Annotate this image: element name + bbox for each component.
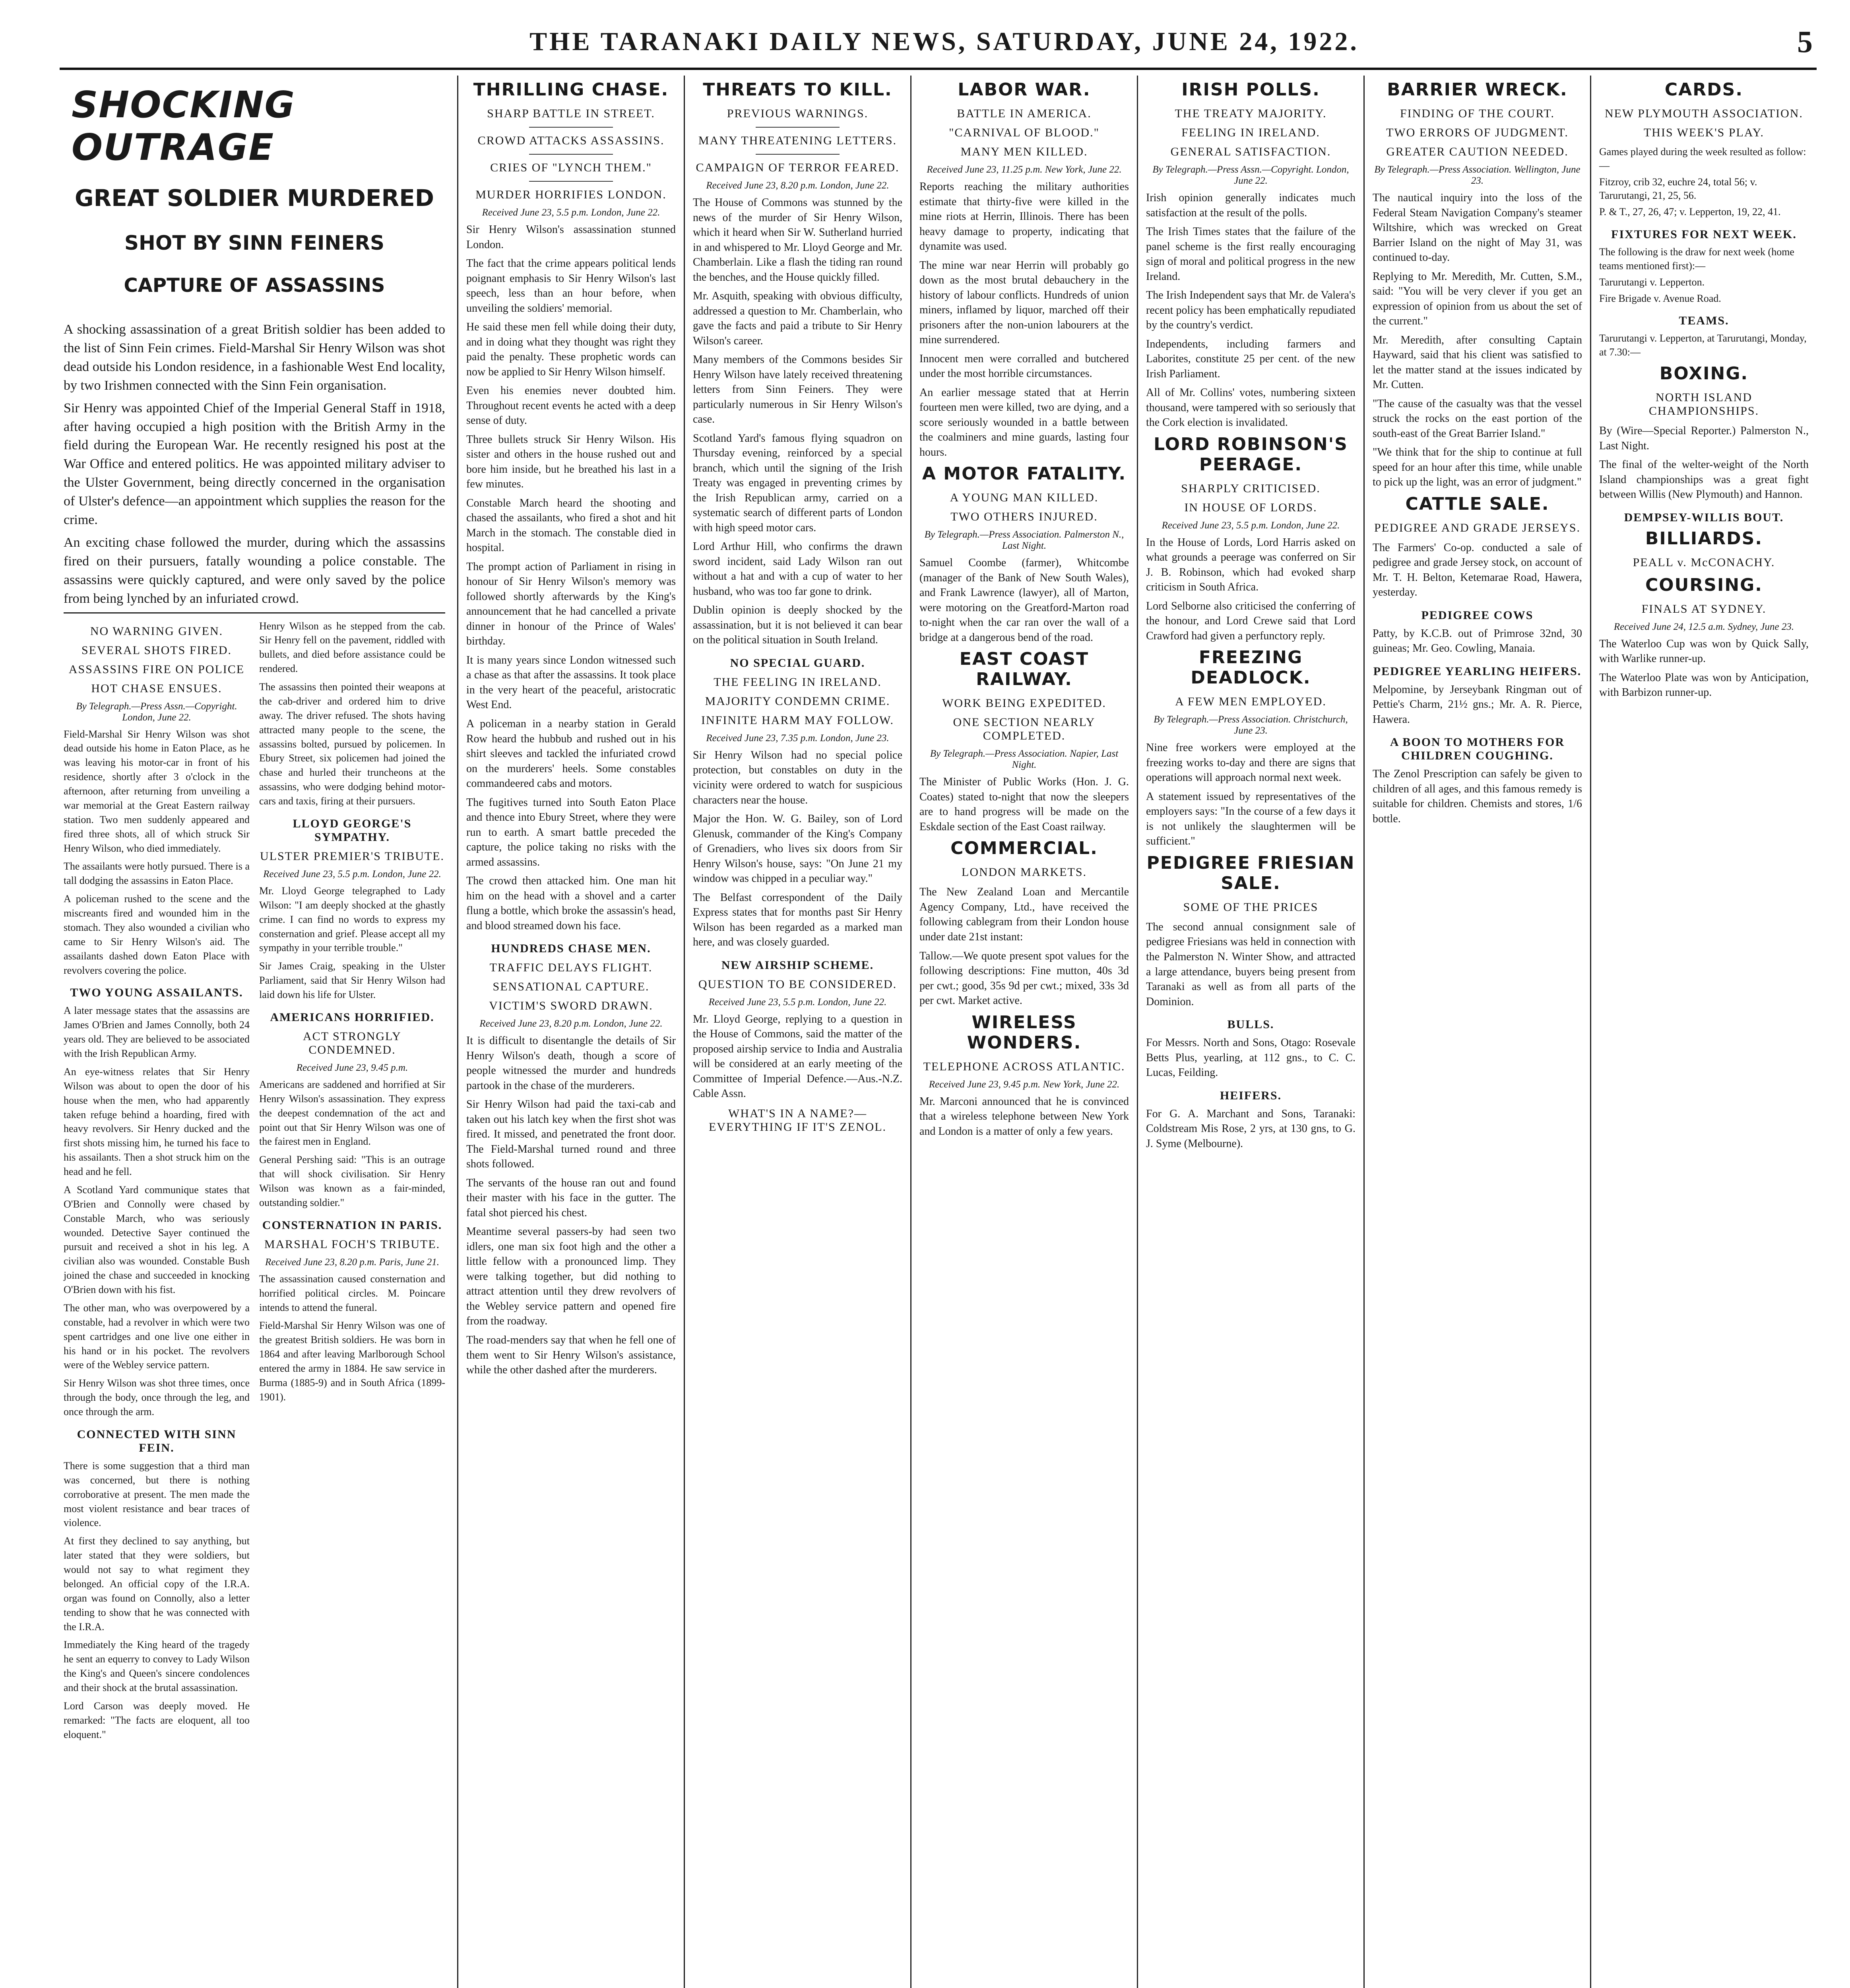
masthead-title: THE TARANAKI DAILY NEWS, SATURDAY, JUNE 24, 1922. [529,27,1359,56]
advertisement-heading: WHAT'S IN A NAME?—EVERYTHING IF IT'S ZENOL. [708,1107,887,1134]
dateline: Received June 23, 9.45 p.m. [296,1062,408,1073]
paragraph: Even his enemies never doubted him. Throughout recent events he acted with a deep sense of duty. [466,384,676,427]
deck: "CARNIVAL OF BLOOD." [949,126,1100,139]
section-heading: A BOON TO MOTHERS FOR CHILDREN COUGHING. [1390,736,1565,763]
paragraph: By (Wire—Special Reporter.) Palmerston N., Last Night. [1599,425,1809,452]
paragraph: Many members of the Commons besides Sir Henry Wilson have lately received threatening letters from Sinn Feiners. They were particularly numerous in Sir Henry Wilson's case. [693,353,902,426]
paragraph: Lord Selborne also criticised the conferring of the honour, and Lord Crewe said that Lord Crawford had given a perfunctory reply. [1146,600,1356,642]
deck: SHARPLY CRITICISED. [1181,481,1321,495]
deck: INFINITE HARM MAY FOLLOW. [701,713,894,727]
dateline: Received June 23, 11.25 p.m. New York, June 22. [927,164,1122,175]
paragraph: An eye-witness relates that Sir Henry Wilson was about to open the door of his house when the men, who had apparently taken refuge behind a hoarding, fired with heavy revolvers. Sir Henry ducked and the first shots missing him, he turned his face to his assailants. Then a shot struck him on the head and he fell. [64,1066,250,1178]
deck: PREVIOUS WARNINGS. [727,107,869,120]
paragraph: Field-Marshal Sir Henry Wilson was shot dead outside his home in Eaton Place, as he was leaving his motor-car in front of his residence, shortly after 3 o'clock in the afternoon, after returning from unveiling a war memorial at the Great Eastern railway station. Two men suddenly appeared and fired three shots, all of which struck Sir Henry Wilson, who died immediately. [64,728,250,854]
dateline: By Telegraph.—Press Assn.—Copyright. London, June 22. [76,701,237,723]
paragraph: Scotland Yard's famous flying squadron on Thursday evening, reinforced by a special branch, which until the signing of the Irish Treaty was engaged in preventing crimes by the Irish Republican army, carried on a systematic search of different parts of London with high speed motor cars. [693,432,902,534]
section-heading: DEMPSEY-WILLIS BOUT. [1624,511,1784,524]
deck: LONDON MARKETS. [962,866,1087,879]
dateline: Received June 23, 5.5 p.m. London, June 22. [1162,520,1340,531]
paragraph: The Irish Times states that the failure of the panel scheme is the first really encouraging sign of moral and political progress in the new Ireland. [1146,225,1356,283]
column-irish-polls [1137,76,1363,1988]
deck: WORK BEING EXPEDITED. [942,697,1106,710]
paragraph: Constable March heard the shooting and chased the assailants, who fired a shot and hit March in the stomach. The constable died in hospital. [466,497,676,554]
headline: THREATS TO KILL. [703,80,892,100]
deck: MANY MEN KILLED. [960,145,1088,158]
paragraph: Sir Henry Wilson was shot three times, once through the body, once through the leg, and once through the arm. [64,1377,250,1418]
section-heading: CONSTERNATION IN PARIS. [262,1218,442,1232]
paragraph: Dublin opinion is deeply shocked by the assassination, but it is not believed it can bear on the political situation in South Ireland. [693,604,902,646]
deck: QUESTION TO BE CONSIDERED. [698,977,897,991]
section-headline: CATTLE SALE. [1405,493,1549,514]
section-headline: A MOTOR FATALITY. [922,464,1127,484]
deck: GENERAL SATISFACTION. [1170,145,1331,158]
deck: SENSATIONAL CAPTURE. [493,980,650,994]
section-heading: PEDIGREE COWS [1421,608,1534,622]
divider [756,127,840,128]
paragraph: The prompt action of Parliament in rising in honour of Sir Henry Wilson's memory was followed shortly afterwards by the King's announcement that he had cancelled a private dinner in honour of the Prince of Wales' birthday. [466,560,676,648]
paragraph: Melpomine, by Jerseybank Ringman out of Pettie's Charm, 21½ gns.; Mr. A. R. Pierce, Hawera. [1373,683,1582,726]
list-item: The following is the draw for next week (home teams mentioned first):— [1599,246,1794,272]
list-item: Games played during the week resulted as follow:— [1599,146,1806,171]
deck: FINALS AT SYDNEY. [1641,602,1767,615]
paragraph: Reports reaching the military authorities estimate that thirty-five were killed in the mine riots at Herrin, Illinois. There has been heavy damage to property, indicating that dynamite was used. [919,181,1129,253]
deck: CROWD ATTACKS ASSASSINS. [477,134,665,147]
list-item: Fire Brigade v. Avenue Road. [1599,292,1721,304]
paragraph: The Waterloo Cup was won by Quick Sally, with Warlike runner-up. [1599,637,1809,665]
deck: FINDING OF THE COURT. [1400,107,1555,120]
paragraph: The fugitives turned into South Eaton Place and thence into Ebury Street, where they were run to earth. A smart battle preceded the capture, the police taking no risks with the armed assassins. [466,796,676,868]
deck: ASSASSINS FIRE ON POLICE [68,662,245,676]
paragraph: Independents, including farmers and Laborites, constitute 25 per cent. of the new Irish Parliament. [1146,338,1356,380]
paragraph: All of Mr. Collins' votes, numbering sixteen thousand, were tampered with so seriously that the Cork election is invalidated. [1146,386,1356,429]
paragraph: He said these men fell while doing their duty, and in doing what they thought was right they paid the penalty. These prophetic words can now be applied to Sir Henry Wilson himself. [466,321,676,378]
deck: SHARP BATTLE IN STREET. [487,107,655,120]
paragraph: The Waterloo Plate was won by Anticipation, with Barbizon runner-up. [1599,671,1809,699]
deck: ACT STRONGLY CONDEMNED. [303,1029,401,1056]
paragraph: A policeman rushed to the scene and the miscreants fired and wounded him in the stomach. They also wounded a civilian who came to Sir Henry Wilson's aid. The assailants dashed down Eaton Place with revolvers covering the police. [64,893,250,976]
paragraph: Sir Henry Wilson had no special police protection, but constables on duty in the vicinity were ordered to watch for suspicious characters near the house. [693,749,902,806]
headline-shocking-outrage: SHOCKING OUTRAGE [72,83,296,169]
paragraph: Immediately the King heard of the tragedy he sent an equerry to convey to Lady Wilson the King's and Queen's sincere condolences and their shock at the brutal assassination. [64,1639,250,1694]
page-number: 5 [1797,24,1813,59]
headline: THRILLING CHASE. [473,80,669,100]
section-heading: TEAMS. [1679,314,1729,328]
lead-paragraph: Sir Henry was appointed Chief of the Imperial General Staff in 1918, after having occupied a high position with the British Army in the field during the European War. He recently resigned his post at the War Office and entered politics. He was appointed military adviser to the Ulster Government, being directly concerned in the organisation of Ulster's defence—an appointment which supplies the reason for the crime. [64,400,445,528]
section-heading: BULLS. [1227,1018,1274,1031]
list-item: P. & T., 27, 26, 47; v. Lepperton, 19, 22, 41. [1599,206,1781,218]
headline-capture: CAPTURE OF ASSASSINS [124,274,385,297]
section-heading: CONNECTED WITH SINN FEIN. [77,1427,237,1454]
paragraph: "We think that for the ship to continue at full speed for an hour after this time, while unable to pick up the light, was an error of judgment." [1373,446,1582,489]
headline: BARRIER WRECK. [1387,80,1568,100]
divider [529,154,613,155]
paragraph: The mine war near Herrin will probably go down as the most brutal debauchery in the history of labour conflicts. Hundreds of union miners, inflamed by liquor, marched off their prisoners after the non-union labourers at the mine surrendered. [919,259,1129,346]
lead-paragraph: An exciting chase followed the murder, during which the assassins fired on their pursuers, fatally wounding a police constable. The assassins were quickly captured, and were only saved by the police from being lynched by an infuriated crowd. [64,535,445,606]
section-headline: EAST COAST RAILWAY. [959,649,1089,690]
paragraph: At first they declined to say anything, but later stated that they were soldiers, but would not say to what regiment they belonged. An official copy of the I.R.A. organ was found on Connolly, also a letter tending to show that he was connected with the I.R.A. [64,1535,250,1633]
paragraph: The fact that the crime appears political lends poignant emphasis to Sir Henry Wilson's last speech, less than an hour before, when unveiling the soldiers' memorial. [466,257,676,315]
deck: IN HOUSE OF LORDS. [1184,501,1317,514]
paragraph: Lord Arthur Hill, who confirms the drawn sword incident, said Lady Wilson ran out without a hat and with a cup of water to her husband, who was too far gone to drink. [693,540,902,598]
section-headline: COURSING. [1645,575,1763,595]
deck: A FEW MEN EMPLOYED. [1175,695,1326,709]
section-heading: HEIFERS. [1220,1089,1282,1102]
section-heading: FIXTURES FOR NEXT WEEK. [1611,228,1797,241]
deck: A YOUNG MAN KILLED. [950,491,1099,505]
outrage-right-subcolumn [259,619,445,1746]
paragraph: Major the Hon. W. G. Bailey, son of Lord Glenusk, commander of the King's Company of Grenadiers, who lives six doors from Sir Henry Wilson's house, says: "On June 21 my window was chipped in a peculiar way." [693,813,902,885]
paragraph: Samuel Coombe (farmer), Whitcombe (manager of the Bank of New South Wales), and Frank Lawrence (lawyer), all of Marton, were motoring on the Greatford-Marton road to-night when the car ran over the wall of a bridge at a dangerous bend of the road. [919,557,1129,644]
paragraph: Sir James Craig, speaking in the Ulster Parliament, said that Sir Henry Wilson had laid down his life for Ulster. [259,960,445,1001]
column-thrilling-chase [457,76,684,1988]
column-barrier-wreck [1363,76,1590,1988]
paragraph: The servants of the house ran out and found their master with his face in the gutter. The fatal shot pierced his chest. [466,1176,676,1219]
dateline: By Telegraph.—Press Association. Napier, Last Night. [930,748,1119,771]
deck: THE TREATY MAJORITY. [1175,107,1327,120]
dateline: By Telegraph.—Press Association. Palmerston N., Last Night. [924,529,1124,551]
paragraph: The Zenol Prescription can safely be given to children of all ages, and this famous remedy is suitable for children. Chemists and stores, 1/6 bottle. [1373,768,1582,825]
dateline: By Telegraph.—Press Association. Christchurch, June 23. [1154,714,1348,736]
deck: MAJORITY CONDEMN CRIME. [705,694,890,708]
section-headline: WIRELESS WONDERS. [967,1012,1082,1053]
deck: NO WARNING GIVEN. [90,624,223,638]
divider [529,181,613,182]
dateline: Received June 23, 8.20 p.m. London, June 22. [706,180,889,191]
paragraph: The Belfast correspondent of the Daily Express states that for months past Sir Henry Wilson has been regarded as a marked man here, and was closely guarded. [693,891,902,949]
paragraph: An earlier message stated that at Herrin fourteen men were killed, two are dying, and a score seriously wounded in a battle between the coalminers and mine guards, lasting four hours. [919,386,1129,458]
paragraph: Innocent men were corralled and butchered under the most horrible circumstances. [919,352,1129,380]
paragraph: Three bullets struck Sir Henry Wilson. His sister and others in the house rushed out and bore him inside, but he breathed his last in a few minutes. [466,433,676,491]
deck: CAMPAIGN OF TERROR FEARED. [696,161,900,174]
paragraph: A policeman in a nearby station in Gerald Row heard the hubbub and rushed out in his shirt sleeves and tackled the infuriated crowd on the murderers' heels. Some constables commandeered cabs and motors. [466,717,676,790]
section-heading: NO SPECIAL GUARD. [730,656,865,670]
dateline: Received June 23, 7.35 p.m. London, June 23. [706,732,889,744]
paragraph: The second annual consignment sale of pedigree Friesians was held in connection with the Palmerston N. Winter Show, and attracted a large attendance, buyers being present from Taranaki as well as from all parts of the Dominion. [1146,920,1356,1008]
dateline: Received June 24, 12.5 a.m. Sydney, June 23. [1613,621,1794,632]
list-item: Fitzroy, crib 32, euchre 24, total 56; v. Tarurutangi, 21, 25, 56. [1599,176,1757,202]
deck: FEELING IN IRELAND. [1181,126,1320,139]
paragraph: Field-Marshal Sir Henry Wilson was one of the greatest British soldiers. He was born in 1864 and after leaving Marlborough School entered the army in 1884. He saw service in Burma (1885-9) and in South Africa (1899-1901). [259,1320,445,1403]
paragraph: It is difficult to disentangle the details of Sir Henry Wilson's death, though a score of people witnessed the murder and hundreds partook in the chase of the murderers. [466,1035,676,1092]
deck: HOT CHASE ENSUES. [91,681,222,695]
paragraph: There is some suggestion that a third man was concerned, but there is nothing corroborative at present. The men made the most violent resistance and bear traces of violence. [64,1460,250,1529]
deck: TELEPHONE ACROSS ATLANTIC. [923,1060,1125,1073]
paragraph: Mr. Asquith, speaking with obvious difficulty, addressed a question to Mr. Chamberlain, who gave the facts and paid a tribute to Sir Henry Wilson's career. [693,290,902,347]
paragraph: Tallow.—We quote present spot values for the following descriptions: Fine mutton, 40s 3d per cwt.; good, 35s 9d per cwt.; mixed, 33s 3d per cwt. Market active. [919,949,1129,1007]
lead-paragraph: A shocking assassination of a great British soldier has been added to the list of Sinn Fein crimes. Field-Marshal Sir Henry Wilson was shot dead outside his London residence, in a fashionable West End locality, by two Irishmen connected with the Sinn Fein organisation. [64,322,445,393]
paragraph: Americans are saddened and horrified at Sir Henry Wilson's assassination. They express the deepest condemnation of the act and point out that Sir Henry Wilson was one of the fairest men in England. [259,1078,445,1147]
deck: SEVERAL SHOTS FIRED. [81,643,232,657]
outrage-left-subcolumn [64,619,250,1746]
paragraph: General Pershing said: "This is an outrage that will shock civilisation. Sir Henry Wilson was known as a fair-minded, outstanding soldier." [259,1154,445,1208]
dateline: By Telegraph.—Press Assn.—Copyright. London, June 22. [1152,164,1349,186]
paragraph: Nine free workers were employed at the freezing works to-day and there are signs that operations will approach normal next week. [1146,742,1356,784]
section-heading: NEW AIRSHIP SCHEME. [721,958,874,972]
paragraph: Irish opinion generally indicates much satisfaction at the result of the polls. [1146,192,1356,219]
paragraph: Patty, by K.C.B. out of Primrose 32nd, 30 guineas; Mr. Geo. Cowling, Manaia. [1373,627,1582,655]
divider [756,154,840,155]
deck: MARSHAL FOCH'S TRIBUTE. [264,1237,440,1251]
section-headline: COMMERCIAL. [950,838,1098,859]
section-headline: FREEZING DEADLOCK. [1191,647,1311,688]
paragraph: In the House of Lords, Lord Harris asked on what grounds a peerage was conferred on Sir J. B. Robinson, which had evoked sharp criticism in South Africa. [1146,536,1356,594]
paragraph: The Irish Independent says that Mr. de Valera's recent policy has been emphatically repudiated by the country's verdict. [1146,289,1356,332]
dateline: Received June 23, 5.5 p.m. London, June 22. [482,207,660,218]
paragraph: A Scotland Yard communique states that O'Brien and Connolly were chased by Constable March, who was seriously wounded. Detective Sayer continued the pursuit and received a shot in his leg. A civilian also was wounded. Constable Bush joined the chase and succeeded in knocking O'Brien down with his fist. [64,1184,250,1296]
deck: VICTIM'S SWORD DRAWN. [489,999,653,1013]
deck: PEALL v. McCONACHY. [1633,555,1775,569]
paragraph: A statement issued by representatives of the employers says: "In the course of a few days it is not unlikely the slaughtermen will be sufficient." [1146,790,1356,848]
paragraph: The Farmers' Co-op. conducted a sale of pedigree and grade Jersey stock, on account of Mr. T. H. Belton, Ketemarae Road, Hawera, yesterday. [1373,541,1582,599]
paragraph: For Messrs. North and Sons, Otago: Rosevale Betts Plus, yearling, at 112 gns., to C. C. Lucas, Feilding. [1146,1037,1356,1079]
paragraph: The other man, who was overpowered by a constable, had a revolver in which were two spent cartridges and one live one either in his hand or in his pocket. The revolvers were of the Webley service pattern. [64,1302,250,1371]
paragraph: The assassins then pointed their weapons at the cab-driver and ordered him to drive away. The driver refused. The shots having attracted many people to the scene, the assassins bolted, pursued by policemen. In Ebury Street, six policemen had joined the chase and hurled their truncheons at the assassins, who were dodging behind motor-cars and taxis, firing at their pursuers. [259,681,445,807]
headline: CARDS. [1664,80,1743,100]
deck: GREATER CAUTION NEEDED. [1386,145,1569,158]
section-headline: LORD ROBINSON'S PEERAGE. [1154,434,1348,475]
deck: BATTLE IN AMERICA. [957,107,1092,120]
paragraph: The road-menders say that when he fell one of them went to Sir Henry Wilson's assistance, while the other dashed after the murderers. [466,1334,676,1376]
deck: PEDIGREE AND GRADE JERSEYS. [1374,521,1581,534]
divider [529,127,613,128]
list-item: Tarurutangi v. Lepperton. [1599,276,1705,288]
paragraph: The crowd then attacked him. One man hit him on the head with a shovel and a carter flung a bottle, which broke the assassin's head, and blood streamed down his face. [466,875,676,932]
dateline: Received June 23, 9.45 p.m. New York, June 22. [929,1079,1120,1090]
dateline: By Telegraph.—Press Association. Wellington, June 23. [1374,164,1580,186]
paragraph: Sir Henry Wilson had paid the taxi-cab and taken out his latch key when the first shot was fired. It missed, and penetrated the front door. The Field-Marshal turned round and three shots followed. [466,1098,676,1171]
paragraph: The House of Commons was stunned by the news of the murder of Sir Henry Wilson, which it heard when Sir W. Sutherland hurried in and whispered to Mr. Lloyd George and Mr. Chamberlain. Like a flash the tiding ran round the benches, and the House quickly filled. [693,196,902,283]
deck: THE FEELING IN IRELAND. [714,675,882,689]
outrage-subcolumns [64,612,445,1746]
deck: ONE SECTION NEARLY COMPLETED. [953,716,1096,743]
paragraph: Mr. Meredith, after consulting Captain Hayward, said that his client was satisfied to let the matter stand at the issues indicated by Mr. Cutten. [1373,334,1582,391]
paragraph: Mr. Marconi announced that he is convinced that a wireless telephone between New York and London is a matter of only a few years. [919,1095,1129,1138]
deck: ULSTER PREMIER'S TRIBUTE. [260,849,445,863]
section-heading: PEDIGREE YEARLING HEIFERS. [1373,664,1582,678]
deck: NORTH ISLAND CHAMPIONSHIPS. [1648,391,1759,418]
paragraph: It is many years since London witnessed such a chase as that after the assassins. It took place in the very heart of the peaceful, aristocratic West End. [466,654,676,711]
paragraph: For G. A. Marchant and Sons, Taranaki: Coldstream Mis Rose, 2 yrs, at 130 gns, to G. J. Syme (Melbourne). [1146,1107,1356,1150]
deck: MURDER HORRIFIES LONDON. [475,188,667,201]
list-item: Tarurutangi v. Lepperton, at Tarurutangi, Monday, at 7.30:— [1599,332,1807,358]
deck: TRAFFIC DELAYS FLIGHT. [489,961,653,975]
paragraph: Replying to Mr. Meredith, Mr. Cutten, S.M., said: "You will be very clever if you get an expression of opinion from us about the set of the current." [1373,270,1582,328]
paragraph: The New Zealand Loan and Mercantile Agency Company, Ltd., have received the following cablegram from their London house under date 21st instant: [919,886,1129,943]
section-heading: TWO YOUNG ASSAILANTS. [70,986,243,1000]
paragraph: Lord Carson was deeply moved. He remarked: "The facts are eloquent, all too eloquent." [64,1700,250,1740]
deck: TWO OTHERS INJURED. [950,510,1098,524]
headline-sinn-feiners: SHOT BY SINN FEINERS [124,231,384,254]
paragraph: Mr. Lloyd George, replying to a question in the House of Commons, said the matter of the proposed airship service to India and Australia will be considered at an early meeting of the Committee of Imperial Defence.—Aus.-N.Z. Cable Assn. [693,1013,902,1100]
deck: TWO ERRORS OF JUDGMENT. [1386,126,1569,139]
section-heading: AMERICANS HORRIFIED. [270,1010,434,1024]
paragraph: The nautical inquiry into the loss of the Federal Steam Navigation Company's steamer Wiltshire, which was wrecked on Great Barrier Island on the night of May 31, was continued to-day. [1373,192,1582,264]
column-sports [1590,76,1817,1988]
deck: NEW PLYMOUTH ASSOCIATION. [1605,107,1803,120]
dateline: Received June 23, 5.5 p.m. London, June 22. [263,868,441,879]
paragraph: Mr. Lloyd George telegraphed to Lady Wilson: "I am deeply shocked at the ghastly crime. I can find no words to express my consternation and grief. Please accept all my sympathy in your terrible trouble." [259,885,445,954]
section-headline: PEDIGREE FRIESIAN SALE. [1146,852,1355,893]
headline: LABOR WAR. [958,80,1091,100]
headline-great-soldier: GREAT SOLDIER MURDERED [75,184,434,212]
paragraph: Henry Wilson as he stepped from the cab. Sir Henry fell on the pavement, riddled with bullets, and died before assistance could be rendered. [259,620,445,675]
masthead [60,16,1817,70]
paragraph: Meantime several passers-by had seen two idlers, one man six foot high and the other a little fellow with a pronounced limp. They were talking together, but did nothing to attract attention until they drew revolvers of the Webley service pattern and opened fire from the roadway. [466,1225,676,1328]
paragraph: The final of the welter-weight of the North Island championships was a great fight between Willis (New Plymouth) and Hannon. [1599,458,1809,501]
section-heading: LLOYD GEORGE'S SYMPATHY. [293,817,412,844]
column-outrage [60,76,457,1988]
paragraph: "The cause of the casualty was that the vessel struck the rocks on the east portion of the south-east of the Great Barrier Island." [1373,397,1582,440]
paragraph: The assailants were hotly pursued. There is a tall dodging the assassins in Eaton Place. [64,860,250,887]
headline: IRISH POLLS. [1181,80,1320,100]
deck: SOME OF THE PRICES [1183,900,1319,914]
page-columns [60,76,1817,1988]
section-heading: HUNDREDS CHASE MEN. [491,942,651,955]
section-headline: BOXING. [1659,363,1749,384]
paragraph: The assassination caused consternation and horrified political circles. M. Poincare intends to attend the funeral. [259,1273,445,1313]
section-headline: BILLIARDS. [1645,528,1763,549]
paragraph: A later message states that the assassins are James O'Brien and James Connolly, both 24 years old. They are believed to be associated with the Irish Republican Army. [64,1005,250,1060]
dateline: Received June 23, 8.20 p.m. London, June 22. [479,1018,663,1029]
column-threats [684,76,910,1988]
paragraph: The Minister of Public Works (Hon. J. G. Coates) stated to-night that now the sleepers are to hand progress will be made on the Eskdale section of the East Coast railway. [919,776,1129,833]
deck: CRIES OF "LYNCH THEM." [490,161,652,174]
deck: THIS WEEK'S PLAY. [1643,126,1765,139]
deck: MANY THREATENING LETTERS. [698,134,897,147]
dateline: Received June 23, 8.20 p.m. Paris, June 21. [265,1256,440,1268]
paragraph: Sir Henry Wilson's assassination stunned London. [466,223,676,251]
dateline: Received June 23, 5.5 p.m. London, June 22. [708,996,887,1008]
column-labor-war [910,76,1137,1988]
